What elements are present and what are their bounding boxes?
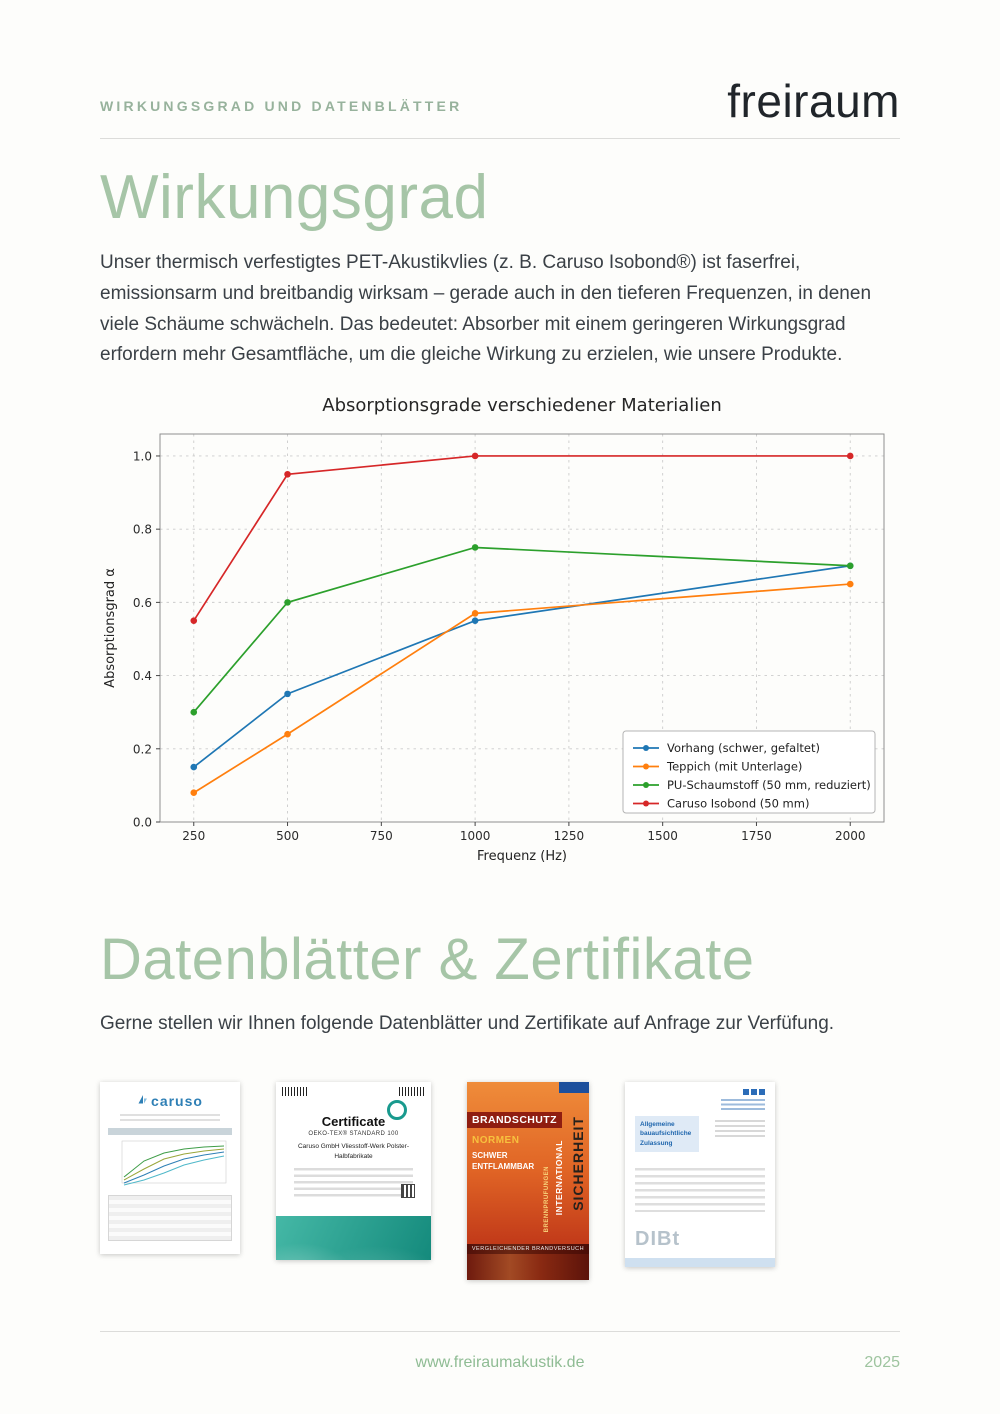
section-title-datenblaetter: Datenblätter & Zertifikate — [100, 927, 755, 993]
certificate-subtitle: OEKO-TEX® STANDARD 100 — [308, 1130, 399, 1137]
page-footer — [100, 1317, 900, 1414]
svg-text:Caruso Isobond (50 mm): Caruso Isobond (50 mm) — [667, 796, 810, 811]
svg-text:750: 750 — [369, 829, 393, 844]
svg-text:1500: 1500 — [647, 829, 678, 844]
section-title-wirkungsgrad: Wirkungsgrad — [100, 163, 489, 232]
svg-text:1250: 1250 — [553, 829, 585, 844]
chart-title: Absorptionsgrade verschiedener Materialien — [322, 395, 722, 417]
certificate-footer-band — [276, 1216, 431, 1260]
footer-url[interactable]: www.freiraumakustik.de — [415, 1354, 585, 1371]
barcode-mark-icon — [399, 1087, 425, 1096]
brochure-vertical-text: INTERNATIONAL — [554, 1139, 564, 1216]
doc-caruso-datasheet[interactable] — [100, 1082, 240, 1254]
page-header — [100, 75, 900, 127]
dibt-logo-icon — [743, 1089, 765, 1095]
qr-code-icon — [401, 1184, 415, 1198]
svg-text:0.2: 0.2 — [132, 742, 152, 757]
svg-text:0.8: 0.8 — [132, 522, 152, 537]
mini-absorption-chart — [108, 1139, 230, 1191]
svg-text:0.0: 0.0 — [132, 815, 152, 830]
svg-text:1750: 1750 — [741, 829, 772, 844]
datenblaetter-paragraph: Gerne stellen wir Ihnen folgende Datenblätter und Zertifikate auf Anfrage zur Verfüfung. — [100, 1013, 835, 1035]
brochure-text: SCHWER — [472, 1150, 508, 1160]
caruso-logo-text: caruso — [151, 1092, 203, 1109]
brochure-vertical-text: BRENNPRÜFUNGEN — [544, 1165, 550, 1233]
svg-text:Absorptionsgrad α: Absorptionsgrad α — [103, 568, 118, 688]
svg-text:2000: 2000 — [834, 829, 866, 844]
footer-bar — [625, 1258, 775, 1267]
dibt-watermark: DIBt — [635, 1227, 681, 1250]
text-line-placeholder — [721, 1099, 765, 1111]
table-header-placeholder — [108, 1128, 232, 1135]
svg-text:1000: 1000 — [459, 829, 491, 844]
brochure-text: ENTFLAMMBAR — [472, 1161, 535, 1171]
svg-text:1.0: 1.0 — [132, 449, 152, 464]
fire-test-photo — [467, 1244, 589, 1280]
svg-text:0.4: 0.4 — [132, 669, 152, 684]
doc-brandschutz-brochure[interactable] — [467, 1082, 589, 1280]
caruso-sail-icon — [137, 1092, 148, 1110]
svg-text:Vorhang (schwer, gefaltet): Vorhang (schwer, gefaltet) — [667, 741, 820, 756]
certificate-title: Certificate — [321, 1113, 386, 1129]
absorption-chart — [100, 395, 900, 872]
doc-oekotex-certificate[interactable] — [276, 1082, 431, 1260]
page-eyebrow: WIRKUNGSGRAD UND DATENBLÄTTER — [100, 98, 463, 114]
svg-text:500: 500 — [276, 829, 299, 844]
footer-row — [100, 1332, 900, 1414]
header-divider — [100, 138, 900, 139]
svg-text:PU-Schaumstoff (50 mm, reduzie: PU-Schaumstoff (50 mm, reduziert) — [667, 778, 871, 793]
svg-text:Teppich (mit Unterlage): Teppich (mit Unterlage) — [667, 759, 803, 774]
brand-logo: freiraum — [727, 75, 900, 127]
caruso-logo — [108, 1092, 232, 1110]
oekotex-badge-icon — [387, 1100, 407, 1120]
absorption-chart-svg — [100, 422, 900, 872]
publisher-tag — [559, 1082, 589, 1093]
svg-text:0.6: 0.6 — [132, 596, 152, 611]
text-line-placeholder — [294, 1168, 413, 1200]
intro-paragraph: Unser thermisch verfestigtes PET-Akustikvlies (z. B. Caruso Isobond®) ist faserfrei, emissionsarm und breitbandig wirksam – gerade auch in den tieferen Frequenzen, in denen viele Schäume schwächeln. Das bedeutet: Absorber mit einem geringeren Wirkungsgrad erfordern mehr Gesamtfläche, um die gleiche Wirkung zu erzielen, wie unsere Produkte. — [100, 252, 872, 366]
certificate-holder: Caruso GmbH Vliesstoff-Werk Polster-Halbfabrikate — [297, 1142, 409, 1160]
brochure-subtitle: NORMEN — [472, 1134, 520, 1146]
text-line-placeholder — [635, 1168, 765, 1212]
photo-caption: VERGLEICHENDER BRANDVERSUCH — [467, 1244, 589, 1254]
text-line-placeholder — [120, 1114, 220, 1123]
doc-dibt-zulassung[interactable] — [625, 1082, 775, 1267]
barcode-mark-icon — [282, 1087, 308, 1096]
zulassung-box: Allgemeine bauaufsichtliche Zulassung — [635, 1116, 699, 1152]
svg-text:Frequenz (Hz): Frequenz (Hz) — [476, 849, 568, 865]
footer-year: 2025 — [864, 1354, 900, 1371]
data-table-placeholder — [108, 1195, 232, 1241]
brochure-title: BRANDSCHUTZ — [467, 1112, 562, 1128]
document-thumbnails — [100, 1082, 900, 1280]
text-line-placeholder — [715, 1120, 765, 1140]
svg-text:250: 250 — [182, 829, 206, 844]
brochure-vertical-text: SICHERHEIT — [570, 1115, 586, 1211]
